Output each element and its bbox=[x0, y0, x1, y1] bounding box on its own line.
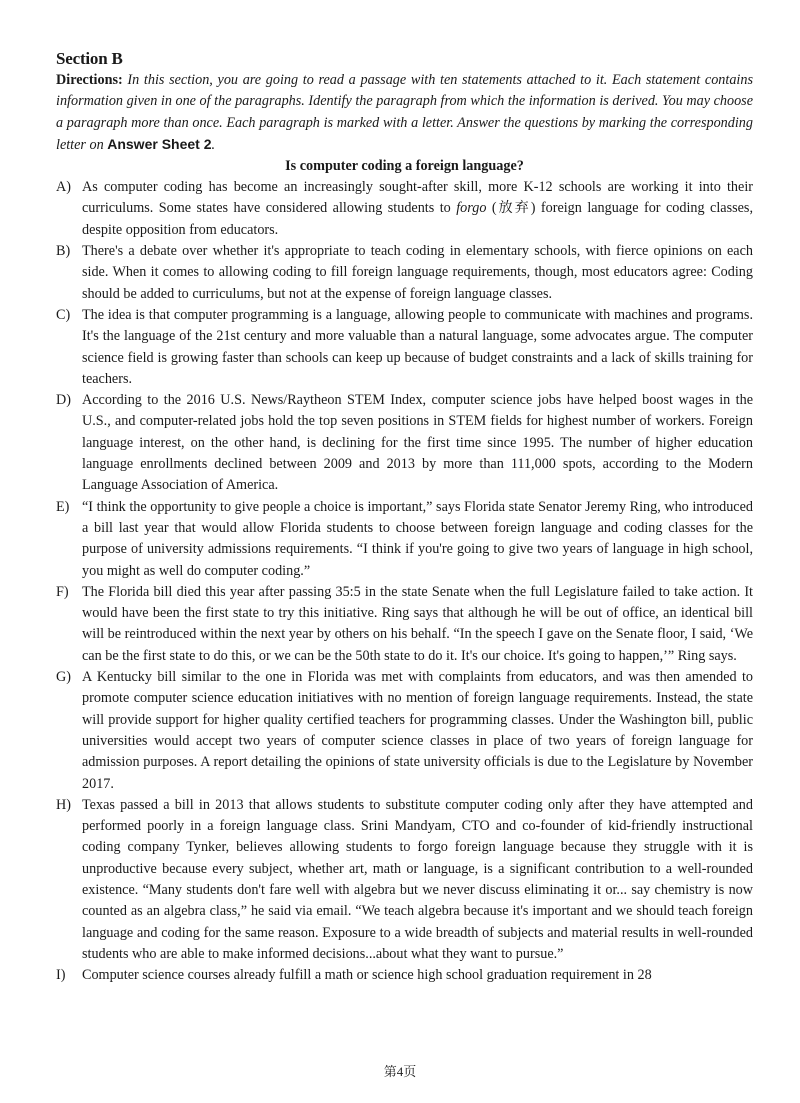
directions-text: In this section, you are going to read a passage with ten statements attached to it. Each statement contains information given in one of the paragraphs. Identify the paragraph from which the information is derived. You may choose a paragraph more than once. Each paragraph is marked with a letter. Answer the questions by marking the corresponding letter on bbox=[56, 72, 753, 153]
paragraph-text-part: As computer coding has become an increasingly sought-after skill, more K-12 schools are working it into their curriculums. Some states have considered allowing students to bbox=[82, 179, 753, 217]
section-title: Section B bbox=[56, 49, 123, 68]
paragraph-f bbox=[56, 582, 753, 667]
paragraph-letter: E) bbox=[56, 498, 70, 515]
paragraph-letter: G) bbox=[56, 669, 71, 686]
paragraph-c bbox=[56, 305, 753, 390]
paragraph-a bbox=[56, 177, 753, 241]
paragraph-text: According to the 2016 U.S. News/Raytheon STEM Index, computer science jobs have helped boost wages in the U.S., and computer-related jobs hold the top seven positions in STEM fields for highest number of workers. Foreign language interest, on the other hand, is declining for the first time since 1995. The number of higher education language enrollments declined between 2009 and 2013 by more than 111,000 spots, according to the Modern Language Association of America. bbox=[82, 392, 753, 494]
paragraph-text: The idea is that computer programming is a language, allowing people to communicate with machines and programs. It's the language of the 21st century and more valuable than a natural language, some advocates argue. The computer science field is growing faster than schools can keep up because of budget constraints and a lack of skills training for teachers. bbox=[82, 306, 753, 387]
paragraph-text: The Florida bill died this year after passing 35:5 in the state Senate when the full Legislature failed to take action. It would have been the first state to try this initiative. Ring says that although he will be out of office, an identical bill will be reintroduced within the next year by others on his behalf. “In the speech I gave on the Senate floor, I said, ‘We can be the first state to do this, or we can be the 50th state to do it. It's our choice. It's going to happen,’” Ring says. bbox=[82, 583, 753, 664]
paragraph-text: “I think the opportunity to give people a choice is important,” says Florida state Senator Jeremy Ring, who introduced a bill last year that would allow Florida students to choose between foreign language and coding classes for the purpose of university admissions requirements. “I think if you're going to give two years of language in high school, you might as well do computer coding.” bbox=[82, 498, 753, 579]
paragraph-letter: A) bbox=[56, 179, 71, 196]
paragraph-letter: H) bbox=[56, 796, 71, 813]
paragraph-text: Texas passed a bill in 2013 that allows students to substitute computer coding only after they have attempted and performed poorly in a foreign language class. Srini Mandyam, CTO and co-founder of kid-friendly instructional coding company Tynker, believes allowing students to forgo foreign language because they struggle with it is unproductive because every subject, whether art, math or language, is a significant contribution to a well-rounded existence. “Many students don't fare well with algebra but we never discuss eliminating it or... say chemistry is now counted as an algebra class,” he said via email. “We teach algebra because it's important and we should teach foreign language and coding for the same reason. Exposure to a wide breadth of subjects and material results in well-rounded students who are able to make informed decisions...about what they want to pursue.” bbox=[82, 796, 753, 962]
paragraph-letter: C) bbox=[56, 306, 71, 323]
paragraph-b bbox=[56, 241, 753, 305]
paragraph-letter: D) bbox=[56, 392, 71, 409]
paragraph-text: Computer science courses already fulfill a math or science high school graduation requirement in 28 bbox=[82, 967, 652, 984]
paragraph-letter: B) bbox=[56, 243, 71, 260]
paragraph-i bbox=[56, 965, 753, 986]
paragraph-letter: I) bbox=[56, 967, 66, 984]
directions-label: Directions: bbox=[56, 72, 123, 88]
paragraph-d bbox=[56, 390, 753, 496]
page-number: 第4页 bbox=[383, 1064, 417, 1079]
paragraph-h bbox=[56, 795, 753, 965]
paragraph-text: A Kentucky bill similar to the one in Florida was met with complaints from educators, and was then amended to promote computer science education initiatives with no mention of foreign language requirements. Instead, the state will provide support for higher quality certified teachers for programming classes. Under the Washington bill, public universities would accept two years of computer science classes in place of two years of foreign language for admission purposes. A report detailing the opinions of state university officials is due to the Legislature by November 2017. bbox=[82, 669, 753, 792]
answer-sheet-reference: Answer Sheet 2 bbox=[107, 135, 212, 152]
exam-page bbox=[56, 48, 753, 986]
directions-end: . bbox=[211, 136, 216, 153]
paragraph-text-part: (放弃) foreign language for coding classes, despite opposition from educators. bbox=[82, 200, 753, 238]
paragraph-e bbox=[56, 497, 753, 582]
paragraph-g bbox=[56, 667, 753, 795]
passage-title: Is computer coding a foreign language? bbox=[285, 158, 524, 175]
directions bbox=[56, 70, 753, 156]
paragraph-text bbox=[82, 177, 753, 241]
paragraph-letter: F) bbox=[56, 583, 69, 600]
paragraph-text: There's a debate over whether it's appropriate to teach coding in elementary schools, with fierce opinions on each side. When it comes to allowing coding to fill foreign language requirements, though, most educators agree: Coding should be added to curriculums, but not at the expense of foreign language classes. bbox=[82, 243, 753, 302]
italic-term: forgo bbox=[456, 200, 487, 217]
